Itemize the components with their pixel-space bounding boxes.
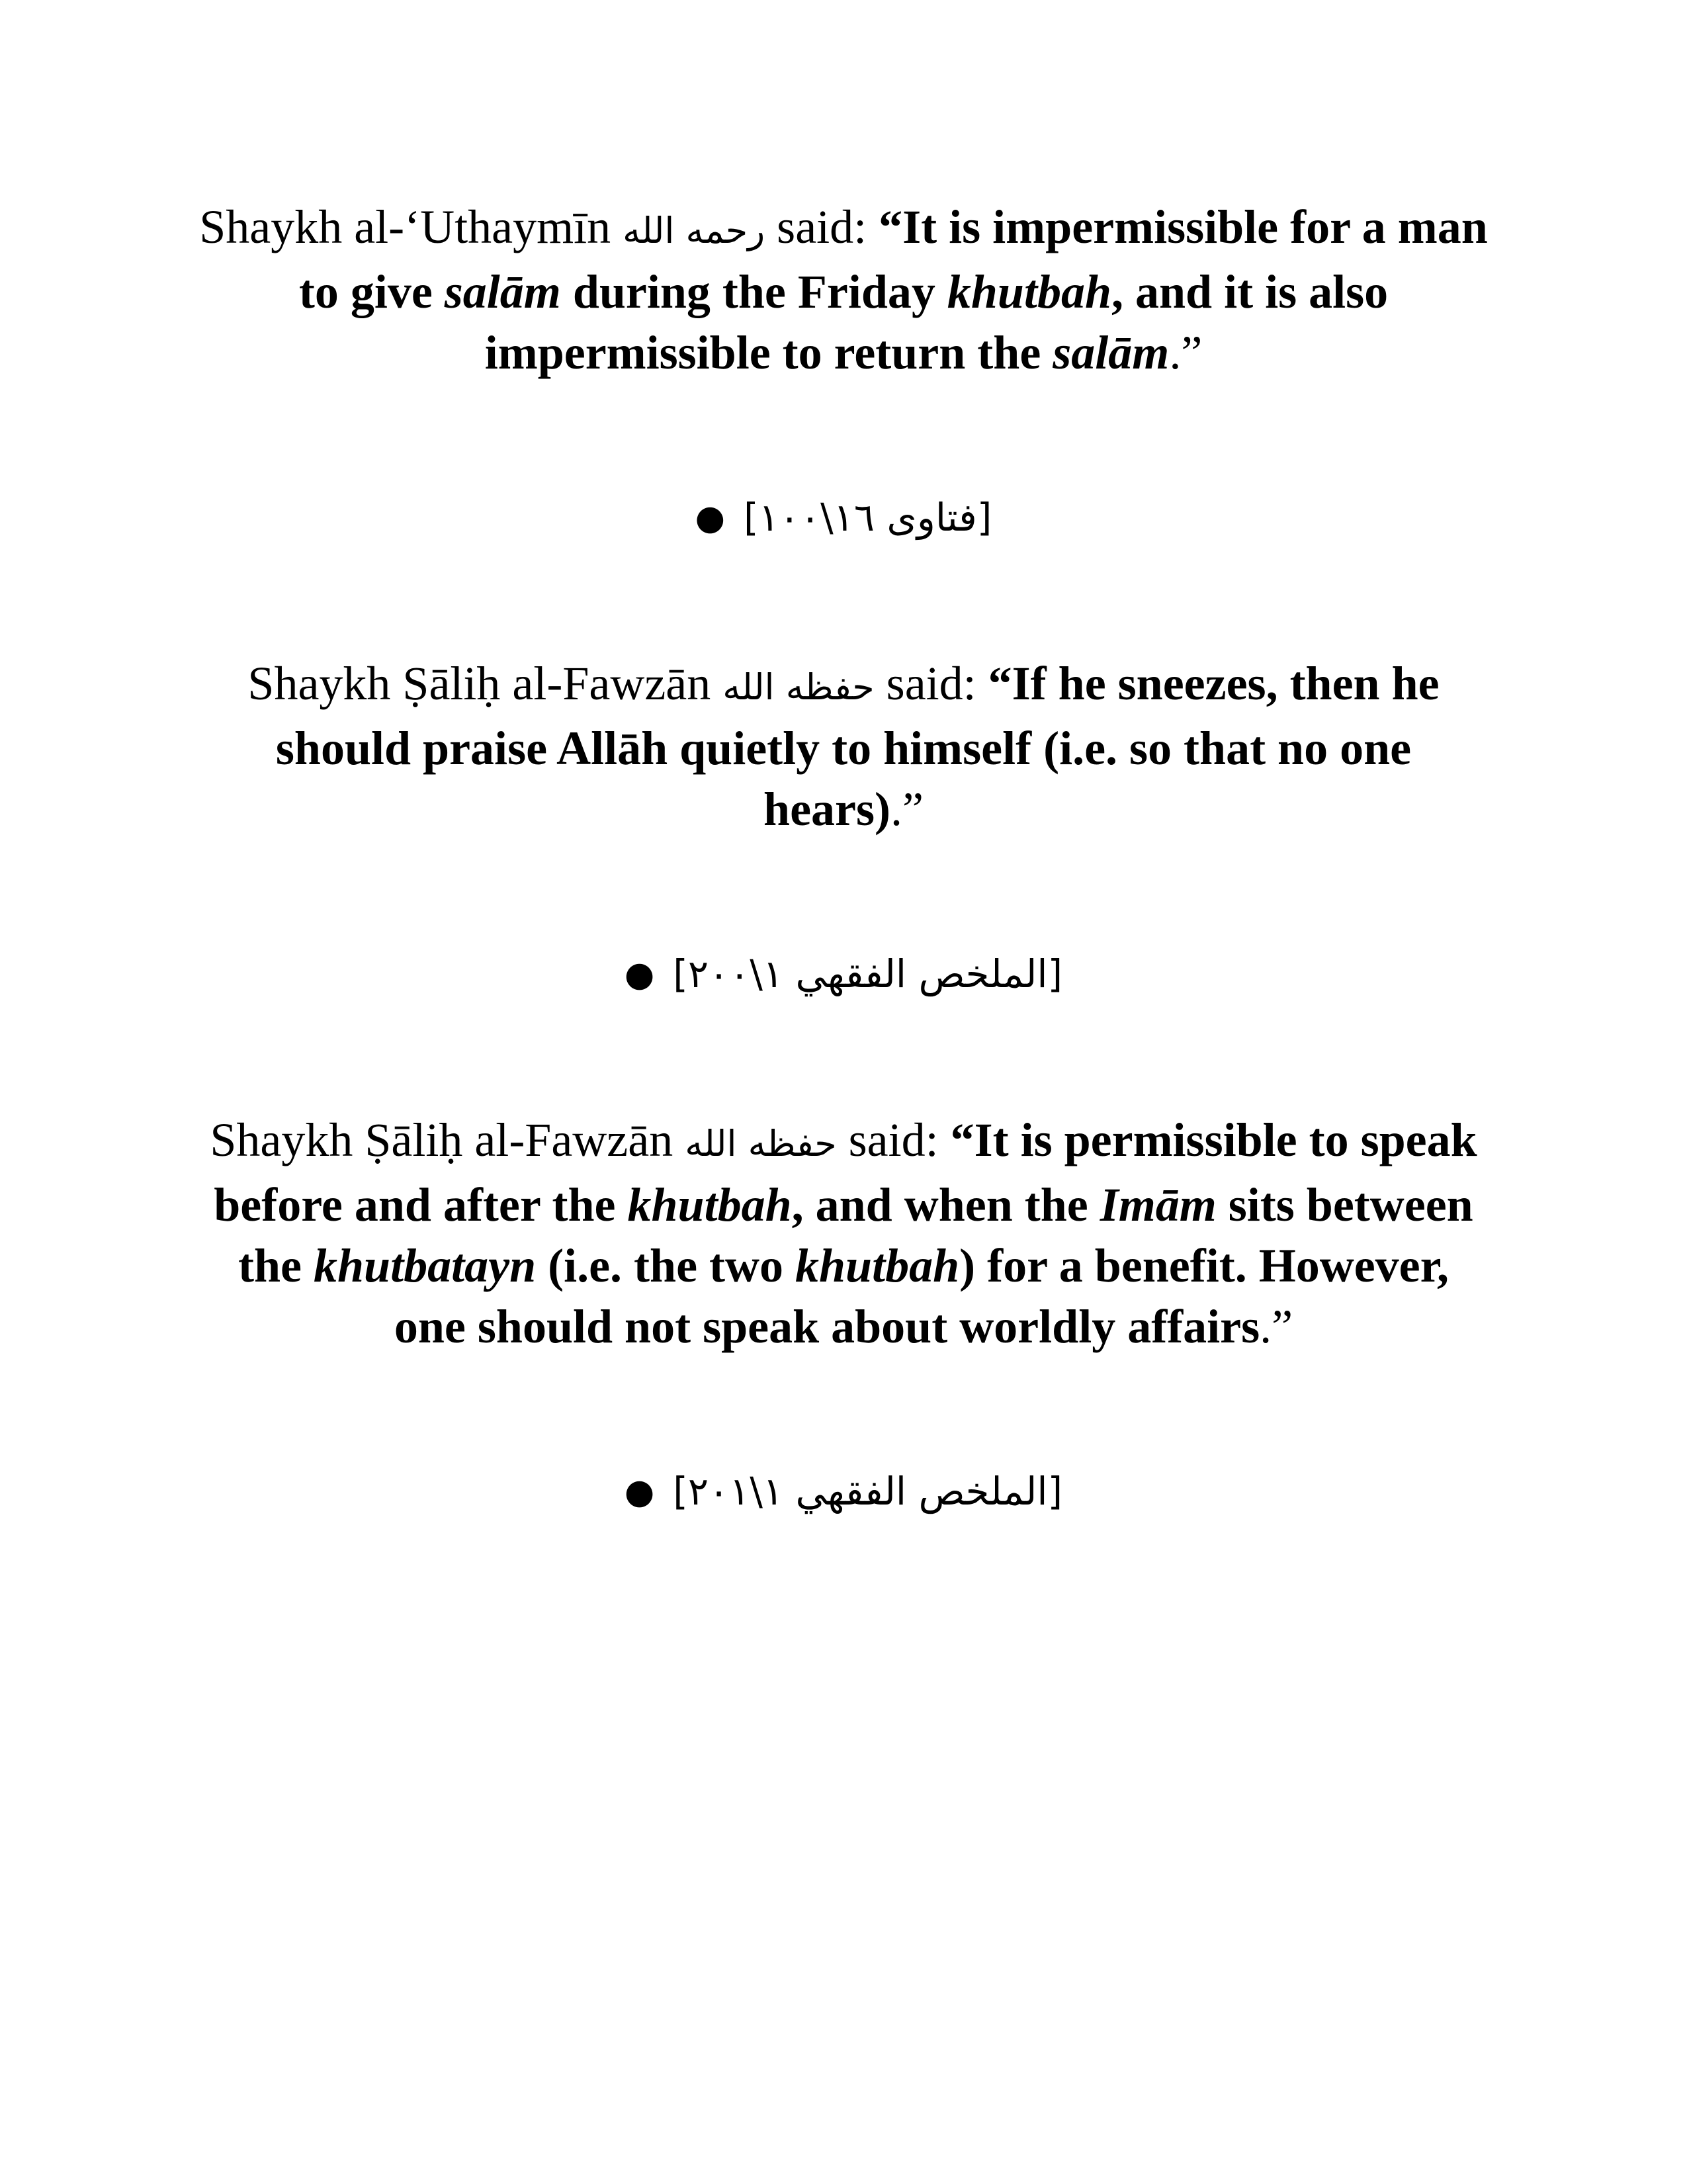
quote-segment: “It is impermissible for a man to give	[298, 200, 1488, 318]
quote-uthaymin-salam	[198, 197, 1489, 383]
reference-line	[198, 943, 1489, 1005]
quote-fawzan-sneeze	[198, 653, 1489, 840]
quote-closing: .”	[1260, 1300, 1293, 1353]
honorific-arabic: رحمه الله	[623, 210, 765, 251]
quote-segment-italic: khutbah	[627, 1178, 792, 1231]
speaker-name: Shaykh Ṣāliḥ al-Fawzān	[247, 657, 711, 710]
reference-line	[198, 486, 1489, 548]
quote-segment-italic: khutbah	[795, 1239, 960, 1292]
quote-segment-italic: salām	[444, 265, 561, 318]
quote-segment: “If he sneezes, then he should praise Allāh quietly to himself (i.e. so that no one hears)	[275, 657, 1440, 836]
quote-segment: (i.e. the two	[536, 1239, 795, 1292]
quote-segment: , and when the	[791, 1178, 1100, 1231]
honorific-arabic: حفظه الله	[722, 666, 875, 708]
bullet-icon: ●	[624, 955, 655, 994]
reference-arabic: [الملخص الفقهي ١\٢٠١]	[673, 1469, 1063, 1514]
quote-segment-italic: khutbah	[947, 265, 1112, 318]
quote-segment-italic: salām	[1053, 326, 1170, 379]
quote-closing: .”	[890, 783, 924, 836]
speaker-name: Shaykh Ṣāliḥ al-Fawzān	[210, 1114, 673, 1166]
speaker-name: Shaykh al-‘Uthaymīn	[199, 200, 611, 253]
quote-segment: “It is permissible to speak before and after the	[214, 1114, 1477, 1231]
quote-segment: during the Friday	[560, 265, 947, 318]
said-label: said:	[777, 200, 867, 253]
said-label: said:	[886, 657, 976, 710]
bullet-icon: ●	[695, 498, 726, 538]
honorific-arabic: حفظه الله	[685, 1123, 837, 1164]
quote-closing: .”	[1169, 326, 1203, 379]
quote-segment-italic: khutbatayn	[314, 1239, 537, 1292]
quote-segment-italic: Imām	[1100, 1178, 1217, 1231]
reference-arabic: [فتاوى ١٦\١٠٠]	[744, 495, 992, 540]
quote-fawzan-speaking	[198, 1110, 1489, 1357]
reference-arabic: [الملخص الفقهي ١\٢٠٠]	[673, 951, 1063, 996]
quote-segment: , and it is also impermissible to return the	[484, 265, 1389, 379]
reference-line	[198, 1460, 1489, 1522]
bullet-icon: ●	[624, 1472, 655, 1512]
said-label: said:	[848, 1114, 939, 1166]
quote-segment: sits between the	[238, 1178, 1473, 1292]
quote-segment: ) for a benefit. However, one should not speak about worldly affairs	[394, 1239, 1449, 1353]
